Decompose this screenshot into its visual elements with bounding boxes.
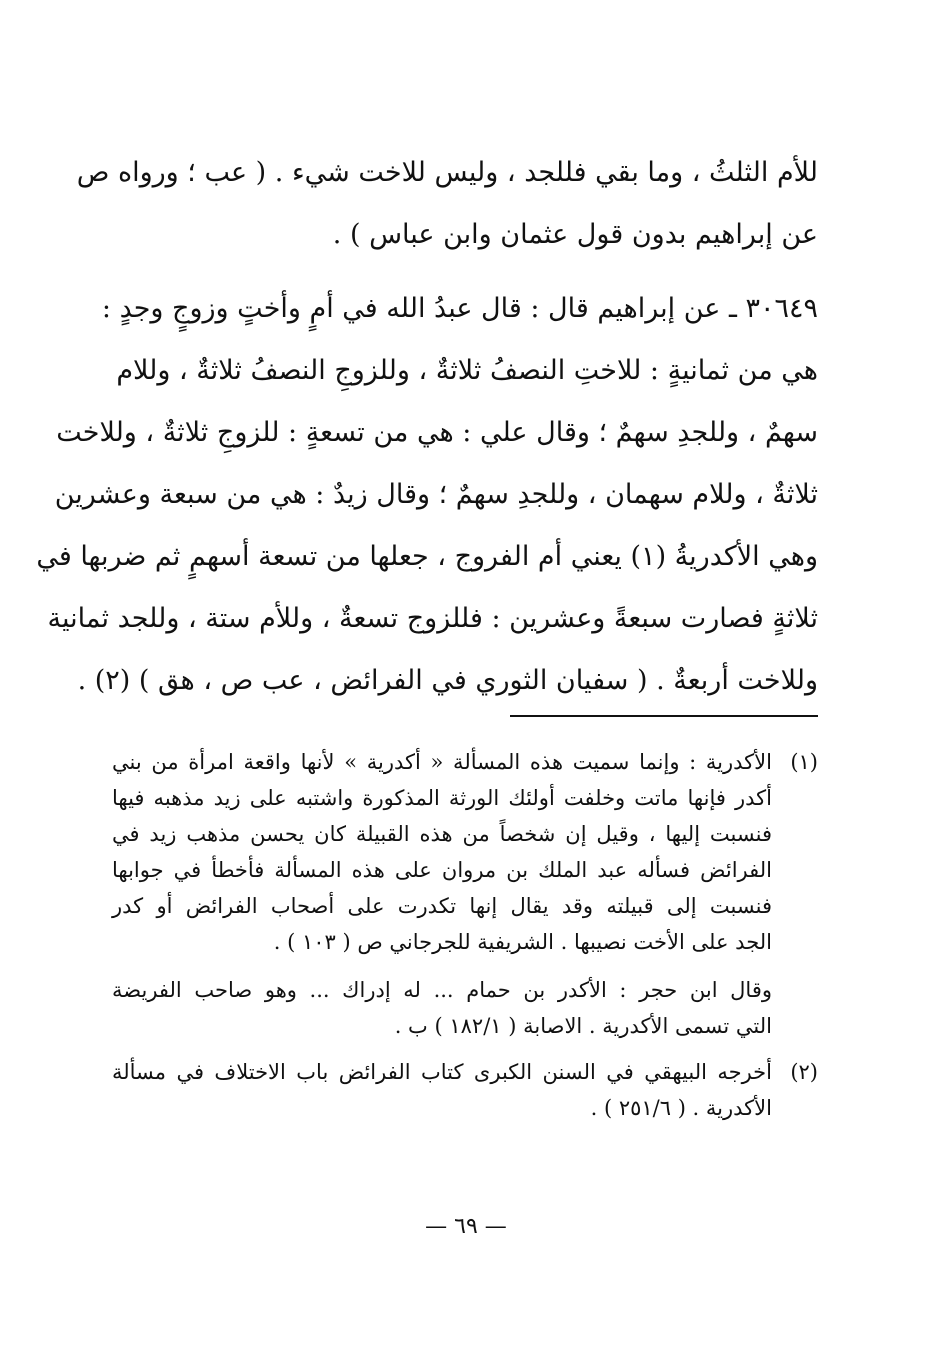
text-line: ٣٠٦٤٩ ـ عن إبراهيم قال : قال عبدُ الله في أمٍ وأختٍ وزوجٍ وجدٍ : <box>101 293 818 324</box>
text-line: هي من ثمانيةٍ : للاختِ النصفُ ثلاثةٌ ، وللزوجِ النصفُ ثلاثةٌ ، وللام <box>116 355 818 386</box>
footnote-line: أخرجه البيهقي في السنن الكبرى كتاب الفرائض باب الاختلاف في مسألة <box>112 1060 772 1084</box>
text-line: وهي الأكدريةُ (١) يعني أم الفروج ، جعلها من تسعة أسهمٍ ثم ضربها في <box>36 541 818 572</box>
text-line: للأم الثلثُ ، وما بقي فللجد ، وليس للاخت شيء . ( عب ؛ ورواه ص <box>76 157 818 188</box>
footnote-number: (٢) <box>790 1060 818 1084</box>
footnote-line: الأكدرية : وإنما سميت هذه المسألة « أكدرية » لأنها واقعة امرأة من بني <box>112 750 772 774</box>
page-number: — ٦٩ — <box>425 1214 507 1239</box>
footnote-body <box>112 744 772 1044</box>
footnote-line: الجد على الأخت نصيبها . الشريفية للجرجاني ص ( ١٠٣ ) . <box>273 930 772 954</box>
text-line: سهمٌ ، وللجدِ سهمٌ ؛ وقال علي : هي من تسعةٍ : للزوجِ ثلاثةٌ ، وللاخت <box>56 417 818 448</box>
footnote-addendum <box>112 972 772 1044</box>
footnote-divider <box>510 715 818 717</box>
text-line: ثلاثةٍ فصارت سبعةً وعشرين : فللزوج تسعةٌ ، وللأم ستة ، وللجد ثمانية <box>47 603 818 634</box>
footnote-line: الفرائض فسأله عبد الملك بن مروان على هذه المسألة فأخطأ في جوابها <box>112 858 772 882</box>
main-text <box>36 148 818 718</box>
text-line: عن إبراهيم بدون قول عثمان وابن عباس ) . <box>332 219 818 250</box>
footnotes <box>112 744 818 1136</box>
text-line: ثلاثةٌ ، وللام سهمان ، وللجدِ سهمٌ ؛ وقال زيدٌ : هي من سبعة وعشرين <box>54 479 818 510</box>
hadith-30649 <box>36 284 818 718</box>
footnote-line: فنسبت إلى قبيلته وقد يقال إنها تكدرت على أصحاب الفرائض أو كدر <box>112 894 772 918</box>
footnote-line: التي تسمى الأكدرية . الاصابة ( ١٨٢/١ ) ب . <box>394 1014 772 1038</box>
footnote-1 <box>112 744 818 1044</box>
text-line: وللاخت أربعةٌ . ( سفيان الثوري في الفرائض ، عب ص ، هق ) (٢) . <box>77 665 818 696</box>
footnote-2 <box>112 1054 818 1126</box>
paragraph-continuation <box>76 148 818 272</box>
footnote-body <box>112 1054 772 1126</box>
footnote-line: فنسبت إليها ، وقيل إن شخصاً من هذه القبيلة كان يحسن مذهب زيد في <box>112 822 772 846</box>
footnote-line: الأكدرية . ( ٢٥١/٦ ) . <box>590 1096 772 1120</box>
footnote-line: أكدر فإنها ماتت وخلفت أولئك الورثة المذكورة واشتبه على زيد مذهبه فيها <box>112 786 772 810</box>
footnote-number: (١) <box>790 750 818 774</box>
footnote-line: وقال ابن حجر : الأكدر بن حمام ... له إدراك ... وهو صاحب الفريضة <box>112 978 772 1002</box>
